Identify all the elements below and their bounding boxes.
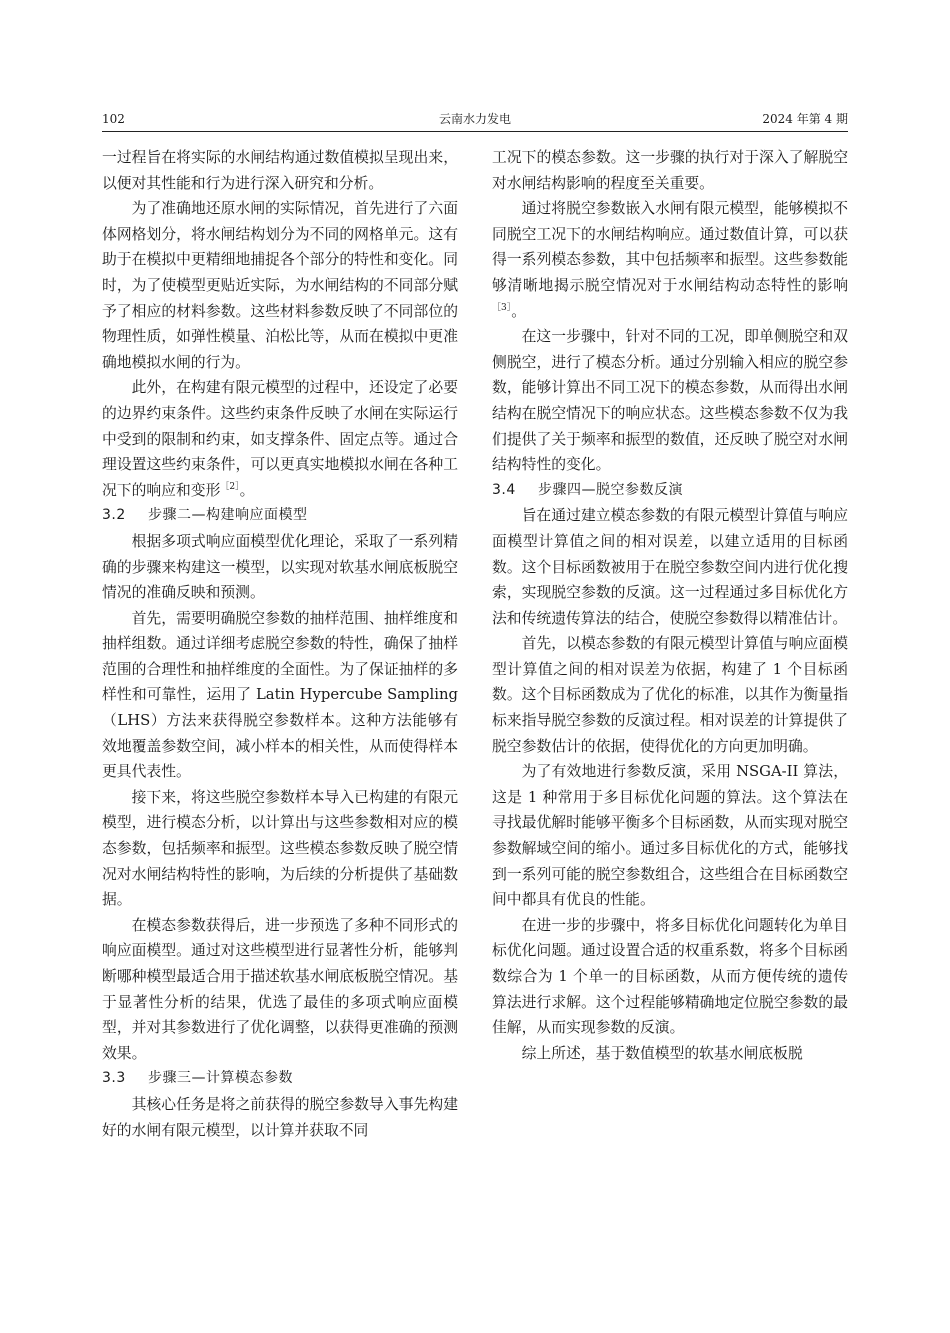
paragraph bbox=[102, 375, 458, 503]
paragraph: 在进一步的步骤中，将多目标优化问题转化为单目标优化问题。通过设置合适的权重系数，将多个目标函数综合为 1 个单一的目标函数，从而方便传统的遗传算法进行求解。这个过程能够精确地定位脱空参数的最佳解，从而实现参数的反演。 bbox=[492, 916, 848, 1037]
section-title: 步骤二—构建响应面模型 bbox=[148, 507, 308, 524]
paragraph: 旨在通过建立模态参数的有限元模型计算值与响应面模型计算值之间的相对误差，以建立适用的目标函数。这个目标函数被用于在脱空参数空间内进行优化搜索，实现脱空参数的反演。这一过程通过多目标优化方法和传统遗传算法的结合，使脱空参数得以精准估计。 bbox=[492, 507, 848, 627]
paragraph: 为了有效地进行参数反演，采用 NSGA-II 算法，这是 1 种常用于多目标优化问题的算法。这个算法在寻找最优解时能够平衡多个目标函数，从而实现对脱空参数解域空间的缩小。通过多目标优化的方式，能够找到一系列可能的脱空参数组合，这些组合在目标函数空间中都具有优良的性能。 bbox=[492, 763, 848, 909]
paragraph-text: 此外，在构建有限元模型的过程中，还设定了必要的边界约束条件。这些约束条件反映了水闸在实际运行中受到的限制和约束，如支撑条件、固定点等。通过合理设置这些约束条件，可以更真实地模拟水闸在各种工况下的响应和变形 bbox=[102, 379, 458, 499]
paragraph-text: 通过将脱空参数嵌入水闸有限元模型，能够模拟不同脱空工况下的水闸结构响应。通过数值计算，可以获得一系列模态参数，其中包括频率和振型。这些参数能够清晰地揭示脱空情况对于水闸结构动态特性的影响 bbox=[492, 200, 848, 294]
section-number: 3.2 bbox=[102, 507, 126, 524]
issue-label: 2024 年第 4 期 bbox=[762, 112, 848, 126]
section-number: 3.3 bbox=[102, 1070, 126, 1087]
section-heading-3-3 bbox=[102, 1066, 458, 1092]
right-column bbox=[492, 145, 848, 1066]
journal-title: 云南水力发电 bbox=[438, 112, 511, 126]
section-title: 步骤三—计算模态参数 bbox=[148, 1070, 293, 1087]
paragraph: 为了准确地还原水闸的实际情况，首先进行了六面体网格划分，将水闸结构划分为不同的网格单元。这有助于在模拟中更精细地捕捉各个部分的特性和变化。同时，为了使模型更贴近实际，为水闸结构的不同部分赋予了相应的材料参数。这些材料参数反映了不同部位的物理性质，如弹性模量、泊松比等，从而在模拟中更准确地模拟水闸的行为。 bbox=[102, 200, 458, 371]
paragraph: 首先，以模态参数的有限元模型计算值与响应面模型计算值之间的相对误差为依据，构建了 1 个目标函数。这个目标函数成为了优化的标准，以其作为衡量指标来指导脱空参数的反演过程。相对误差的计算提供了脱空参数估计的依据，使得优化的方向更加明确。 bbox=[492, 635, 848, 755]
citation: ［2］ bbox=[220, 481, 240, 492]
left-column bbox=[102, 145, 458, 1143]
paragraph: 在这一步骤中，针对不同的工况，即单侧脱空和双侧脱空，进行了模态分析。通过分别输入相应的脱空参数，能够计算出不同工况下的模态参数，从而得出水闸结构在脱空情况下的响应状态。这些模态参数不仅为我们提供了关于频率和振型的数值，还反映了脱空对水闸结构特性的变化。 bbox=[492, 328, 848, 474]
page-header bbox=[102, 110, 848, 132]
paragraph-end: 。 bbox=[239, 481, 255, 499]
paragraph: 工况下的模态参数。这一步骤的执行对于深入了解脱空对水闸结构影响的程度至关重要。 bbox=[492, 149, 848, 192]
paragraph: 根据多项式响应面模型优化理论，采取了一系列精确的步骤来构建这一模型，以实现对软基水闸底板脱空情况的准确反映和预测。 bbox=[102, 532, 458, 602]
page-number: 102 bbox=[102, 112, 125, 126]
paragraph: 一过程旨在将实际的水闸结构通过数值模拟呈现出来，以便对其性能和行为进行深入研究和分析。 bbox=[102, 149, 458, 192]
section-heading-3-2 bbox=[102, 503, 458, 529]
paragraph: 综上所述，基于数值模型的软基水闸底板脱 bbox=[521, 1044, 803, 1062]
section-heading-3-4 bbox=[492, 478, 848, 504]
paragraph bbox=[492, 196, 848, 324]
paragraph: 接下来，将这些脱空参数样本导入已构建的有限元模型，进行模态分析，以计算出与这些参数相对应的模态参数，包括频率和振型。这些模态参数反映了脱空情况对水闸结构特性的影响，为后续的分析提供了基础数据。 bbox=[102, 788, 458, 909]
paragraph: 其核心任务是将之前获得的脱空参数导入事先构建好的水闸有限元模型，以计算并获取不同 bbox=[102, 1095, 458, 1139]
section-number: 3.4 bbox=[492, 481, 516, 498]
paragraph: 在模态参数获得后，进一步预选了多种不同形式的响应面模型。通过对这些模型进行显著性分析，能够判断哪种模型最适合用于描述软基水闸底板脱空情况。基于显著性分析的结果，优选了最佳的多项式响应面模型，并对其参数进行了优化调整，以获得更准确的预测效果。 bbox=[102, 916, 458, 1062]
citation: ［3］ bbox=[492, 302, 512, 313]
paragraph-end: 。 bbox=[511, 302, 527, 320]
header-rule bbox=[102, 131, 848, 132]
paragraph: 首先，需要明确脱空参数的抽样范围、抽样维度和抽样组数。通过详细考虑脱空参数的特性，确保了抽样范围的合理性和抽样维度的全面性。为了保证抽样的多样性和可靠性，运用了 Latin Hypercube Sampling（LHS）方法来获得脱空参数样本。这种方法能够有效地覆盖参数空间，减小样本的相关性，从而使得样本更具代表性。 bbox=[102, 609, 458, 781]
section-title: 步骤四—脱空参数反演 bbox=[538, 481, 683, 498]
